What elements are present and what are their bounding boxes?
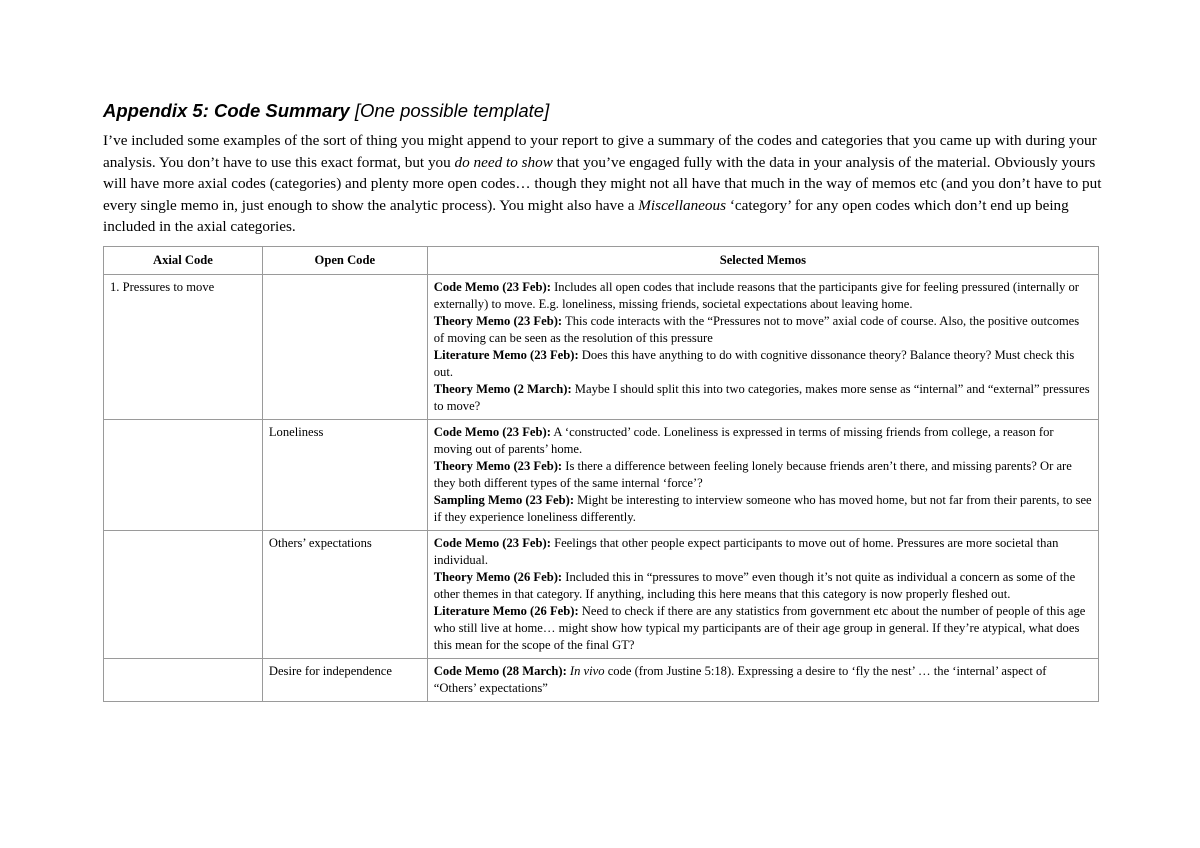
memo-entry — [434, 313, 1092, 347]
intro-emphasis-1: do need to show — [454, 153, 553, 171]
appendix-heading — [103, 100, 1099, 122]
heading-title: Appendix 5: Code Summary — [103, 100, 350, 121]
memo-text: Included this in “pressures to move” even though it’s not quite as individual a concern as some of the other themes in that category. If anything, including this here means that this category is now properly fleshed out. — [433, 569, 1076, 601]
intro-text-3: ‘category’ for any open codes which don’t end up being included in the axial categories. — [103, 196, 1069, 235]
memos-cell — [427, 274, 1098, 419]
memo-label: Code Memo (23 Feb): — [433, 279, 551, 294]
memo-entry — [434, 663, 1092, 697]
memo-text: A ‘constructed’ code. Loneliness is expressed in terms of missing friends from college, a reason for moving out of parents’ home. — [433, 424, 1054, 456]
open-code-cell: Loneliness — [262, 419, 427, 530]
memos-cell — [427, 530, 1098, 658]
memo-text: Maybe I should split this into two categories, makes more sense as “internal” and “external” pressures to move? — [433, 381, 1090, 413]
table-row — [104, 530, 1099, 658]
open-code-cell — [262, 274, 427, 419]
memo-label: Code Memo (23 Feb): — [433, 424, 551, 439]
memo-text: code (from Justine 5:18). Expressing a desire to ‘fly the nest’ … the ‘internal’ aspect of “Others’ expectations” — [433, 663, 1047, 695]
memo-label: Sampling Memo (23 Feb): — [433, 492, 575, 507]
intro-text-2: that you’ve engaged fully with the data in your analysis of the material. Obviously yours will have more axial codes (categories) and plenty more open codes… though they might not all have that much in the way of memos etc (and you don’t have to put every single memo in, just enough to show the analytic process). You might also have a — [103, 153, 1102, 214]
memo-label: Code Memo (23 Feb): — [433, 535, 551, 550]
document-page — [103, 100, 1102, 702]
axial-code-cell — [104, 658, 263, 701]
memo-text: Might be interesting to interview someone who has moved home, but not far from their parents, to see if they experience loneliness differently. — [433, 492, 1092, 524]
memos-cell — [427, 658, 1098, 701]
memo-entry — [434, 279, 1092, 313]
intro-paragraph — [103, 130, 1103, 238]
header-open-code: Open Code — [262, 246, 427, 274]
memo-text: Does this have anything to do with cognitive dissonance theory? Balance theory? Must check this out. — [433, 347, 1075, 379]
memo-text: Need to check if there are any statistics from government etc about the number of people of this age who still live at home… might show how typical my participants are of their age group in general. If they’re atypical, what does this mean for the scope of the final GT? — [433, 603, 1086, 652]
memo-label: Theory Memo (23 Feb): — [433, 458, 563, 473]
memo-italic: In vivo — [569, 663, 605, 678]
memo-entry — [434, 458, 1092, 492]
header-axial-code: Axial Code — [104, 246, 263, 274]
intro-emphasis-2: Miscellaneous — [638, 196, 727, 214]
axial-code-cell — [104, 530, 263, 658]
memo-label: Theory Memo (26 Feb): — [433, 569, 563, 584]
memo-entry — [434, 535, 1092, 569]
memo-label: Theory Memo (23 Feb): — [433, 313, 563, 328]
memo-entry — [434, 569, 1092, 603]
memo-entry — [434, 424, 1092, 458]
memo-text: Includes all open codes that include reasons that the participants give for feeling pressured (internally or externally) to move. E.g. loneliness, missing friends, societal expectations about leaving home. — [433, 279, 1079, 311]
table-row — [104, 419, 1099, 530]
memos-cell — [427, 419, 1098, 530]
table-body — [104, 274, 1099, 701]
intro-text-1: I’ve included some examples of the sort of thing you might append to your report to give a summary of the codes and categories that you came up with during your analysis. You don’t have to use this exact format, but you — [103, 132, 1097, 171]
memo-entry — [434, 603, 1092, 654]
axial-code-cell: 1. Pressures to move — [104, 274, 263, 419]
memo-entry — [434, 492, 1092, 526]
memo-text: This code interacts with the “Pressures not to move” axial code of course. Also, the positive outcomes of moving can be seen as the resolution of this pressure — [433, 313, 1080, 345]
table-row — [104, 274, 1099, 419]
memo-label: Code Memo (28 March): — [433, 663, 567, 678]
memo-entry — [434, 347, 1092, 381]
memo-text: Feelings that other people expect participants to move out of home. Pressures are more societal than individual. — [433, 535, 1059, 567]
axial-code-cell — [104, 419, 263, 530]
header-selected-memos: Selected Memos — [427, 246, 1098, 274]
memo-text: Is there a difference between feeling lonely because friends aren’t there, and missing parents? Or are they both different types of the same internal ‘force’? — [433, 458, 1072, 490]
table-row — [104, 658, 1099, 701]
open-code-cell: Others’ expectations — [262, 530, 427, 658]
table-header-row — [104, 246, 1099, 274]
memo-label: Theory Memo (2 March): — [433, 381, 572, 396]
memo-entry — [434, 381, 1092, 415]
code-summary-table — [103, 246, 1099, 702]
memo-label: Literature Memo (26 Feb): — [433, 603, 579, 618]
open-code-cell: Desire for independence — [262, 658, 427, 701]
memo-label: Literature Memo (23 Feb): — [433, 347, 579, 362]
heading-subtitle: [One possible template] — [354, 100, 550, 121]
